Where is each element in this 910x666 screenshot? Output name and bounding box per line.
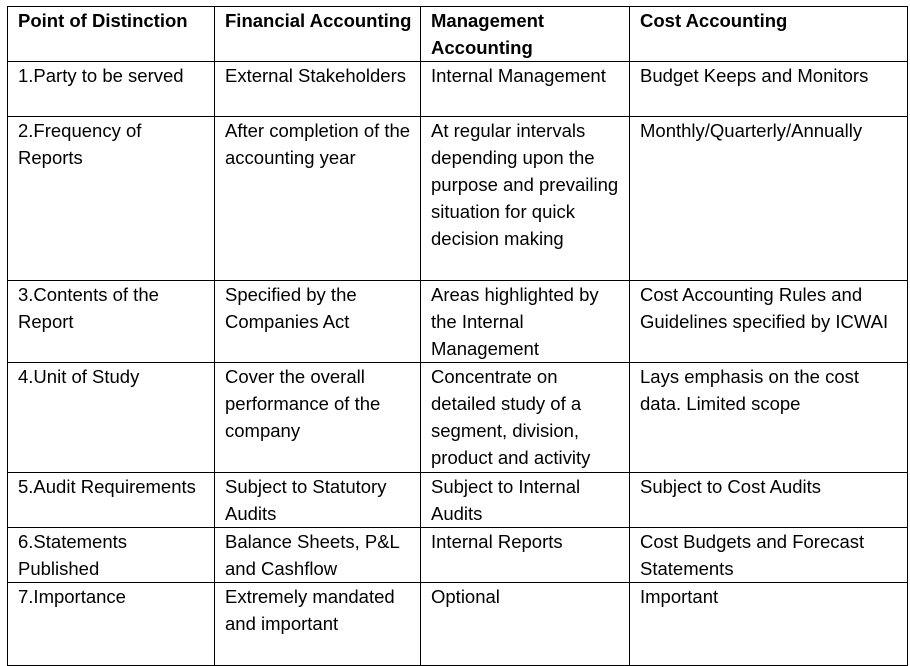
table-cell: Specified by the Companies Act bbox=[215, 281, 421, 363]
table-cell: Subject to Internal Audits bbox=[421, 473, 630, 528]
table-row bbox=[8, 473, 908, 528]
table-cell: Important bbox=[630, 583, 908, 666]
table-cell: Balance Sheets, P&L and Cashflow bbox=[215, 528, 421, 583]
table-cell: Extremely mandated and important bbox=[215, 583, 421, 666]
table-row bbox=[8, 62, 908, 117]
table-cell: 1.Party to be served bbox=[8, 62, 215, 117]
table-cell: 3.Contents of the Report bbox=[8, 281, 215, 363]
table-cell: 6.Statements Published bbox=[8, 528, 215, 583]
table-cell: Monthly/Quarterly/Annually bbox=[630, 117, 908, 281]
table-cell: Subject to Statutory Audits bbox=[215, 473, 421, 528]
header-point-of-distinction: Point of Distinction bbox=[8, 7, 215, 62]
table-row bbox=[8, 363, 908, 473]
table-cell: Budget Keeps and Monitors bbox=[630, 62, 908, 117]
table-cell: At regular intervals depending upon the purpose and prevailing situation for quick decision making bbox=[421, 117, 630, 281]
table-cell: Cost Budgets and Forecast Statements bbox=[630, 528, 908, 583]
header-management-accounting: Management Accounting bbox=[421, 7, 630, 62]
header-financial-accounting: Financial Accounting bbox=[215, 7, 421, 62]
table-cell: Internal Reports bbox=[421, 528, 630, 583]
table-cell: Areas highlighted by the Internal Management bbox=[421, 281, 630, 363]
table-cell: External Stakeholders bbox=[215, 62, 421, 117]
table-cell: 2.Frequency of Reports bbox=[8, 117, 215, 281]
table-header-row bbox=[8, 7, 908, 62]
comparison-table bbox=[7, 6, 908, 666]
table-cell: Internal Management bbox=[421, 62, 630, 117]
header-cost-accounting: Cost Accounting bbox=[630, 7, 908, 62]
table-cell: Lays emphasis on the cost data. Limited scope bbox=[630, 363, 908, 473]
table-cell: 4.Unit of Study bbox=[8, 363, 215, 473]
table-cell: Optional bbox=[421, 583, 630, 666]
table-cell: Subject to Cost Audits bbox=[630, 473, 908, 528]
table-row bbox=[8, 281, 908, 363]
table-row bbox=[8, 117, 908, 281]
table-row bbox=[8, 528, 908, 583]
table-cell: 7.Importance bbox=[8, 583, 215, 666]
table-row bbox=[8, 583, 908, 666]
table-cell: Cover the overall performance of the company bbox=[215, 363, 421, 473]
table-cell: Concentrate on detailed study of a segment, division, product and activity bbox=[421, 363, 630, 473]
table-cell: After completion of the accounting year bbox=[215, 117, 421, 281]
table-cell: Cost Accounting Rules and Guidelines specified by ICWAI bbox=[630, 281, 908, 363]
table-cell: 5.Audit Requirements bbox=[8, 473, 215, 528]
